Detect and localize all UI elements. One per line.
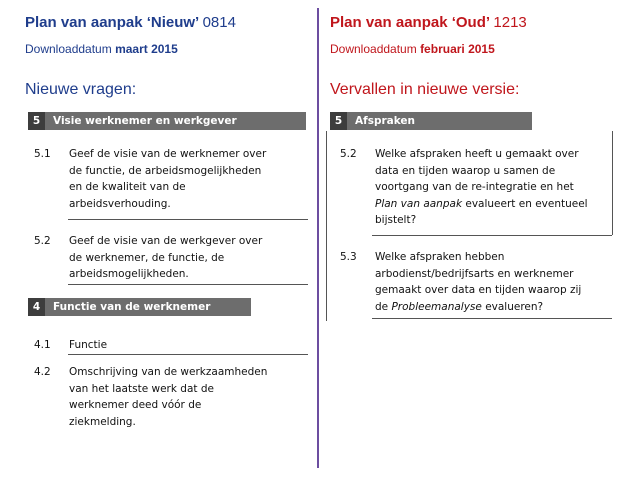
question-line: en de kwaliteit van de	[69, 181, 186, 193]
question-line: arbeidsverhouding.	[69, 197, 171, 210]
question-line: voortgang van de re-integratie en het	[375, 181, 574, 193]
question-italic: Probleemanalyse	[391, 300, 482, 313]
question-number: 5.2	[34, 235, 51, 247]
left-question-5-1	[34, 146, 314, 216]
question-number: 4.1	[34, 339, 51, 351]
left-question-5-2	[34, 233, 314, 285]
question-line: data en tijden waarop u samen de	[375, 164, 556, 177]
left-section4-bar	[28, 298, 251, 316]
question-number: 5.1	[34, 148, 51, 160]
right-rule	[372, 235, 612, 236]
left-title-text: Plan van aanpak ‘Nieuw’	[25, 14, 199, 31]
right-title	[330, 14, 527, 31]
question-number: 4.2	[34, 366, 51, 378]
left-title-number: 0814	[202, 14, 236, 31]
question-number: 5.3	[340, 251, 357, 263]
question-italic: Plan van aanpak	[375, 197, 463, 210]
question-line: Welke afspraken hebben	[375, 251, 505, 263]
right-right-rule	[612, 131, 613, 235]
question-text	[375, 249, 581, 315]
question-line: ziekmelding.	[69, 415, 136, 428]
question-line: gemaakt over data en tijden waarop zij	[375, 284, 582, 296]
column-divider	[317, 8, 319, 468]
left-title	[25, 14, 236, 31]
question-line: Omschrijving van de werkzaamheden	[69, 366, 268, 378]
question-text	[69, 364, 267, 430]
question-text	[69, 233, 262, 283]
question-line: Welke afspraken heeft u gemaakt over	[375, 148, 579, 160]
left-rule	[68, 219, 308, 220]
right-section5-title: Afspraken	[355, 115, 416, 127]
left-download-label: Downloaddatum	[25, 42, 112, 56]
right-section5-bar	[330, 112, 532, 130]
question-line: de	[375, 300, 392, 313]
question-line: de functie, de arbeidsmogelijkheden	[69, 164, 262, 177]
left-rule	[68, 284, 308, 285]
left-subheading: Nieuwe vragen:	[25, 81, 137, 98]
right-download-value: februari 2015	[420, 42, 495, 56]
question-line: bijstelt?	[375, 214, 417, 226]
question-line: de werknemer, de functie, de	[69, 251, 225, 264]
left-section4-number: 4	[28, 298, 45, 316]
question-text	[375, 146, 588, 229]
question-text	[69, 146, 266, 212]
question-number: 5.2	[340, 148, 357, 160]
right-question-5-2	[340, 146, 630, 231]
left-section4-title: Functie van de werknemer	[53, 301, 211, 313]
right-rule	[372, 318, 612, 319]
right-download-label: Downloaddatum	[330, 42, 417, 56]
right-title-text: Plan van aanpak ‘Oud’	[330, 14, 490, 31]
question-line: arbodienst/bedrijfsarts en werknemer	[375, 267, 574, 280]
question-line: Geef de visie van de werknemer over	[69, 148, 267, 160]
question-line: arbeidsmogelijkheden.	[69, 268, 189, 280]
question-line: van het laatste werk dat de	[69, 382, 214, 395]
right-left-rule	[326, 131, 327, 321]
question-line: Geef de visie van de werkgever over	[69, 235, 263, 247]
left-section5-title: Visie werknemer en werkgever	[53, 115, 237, 127]
left-section5-number: 5	[28, 112, 45, 130]
right-question-5-3	[340, 249, 630, 319]
right-download-date	[330, 42, 495, 56]
left-section5-bar	[28, 112, 306, 130]
question-text: Functie	[69, 339, 108, 351]
right-title-number: 1213	[493, 14, 527, 31]
right-subheading: Vervallen in nieuwe versie:	[330, 81, 520, 98]
left-download-date	[25, 42, 178, 56]
left-question-4-1	[34, 337, 314, 355]
left-download-value: maart 2015	[115, 42, 178, 56]
question-line: werknemer deed vóór de	[69, 399, 202, 411]
left-rule	[68, 354, 308, 355]
question-line: evalueren?	[481, 300, 544, 313]
right-section5-number: 5	[330, 112, 347, 130]
question-line: evalueert en eventueel	[462, 197, 588, 210]
left-question-4-2	[34, 364, 314, 434]
